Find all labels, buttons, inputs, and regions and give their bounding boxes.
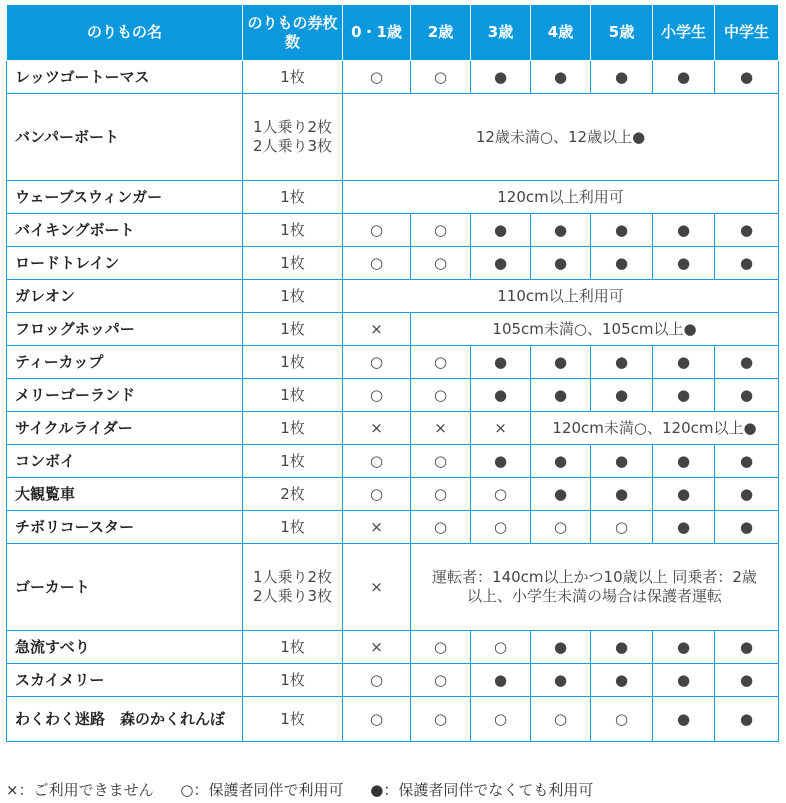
age-availability-mark: ○ <box>343 697 411 742</box>
table-row <box>7 214 779 247</box>
table-row <box>7 313 779 346</box>
ticket-count: 1枚 <box>243 511 343 544</box>
table-row <box>7 478 779 511</box>
table-row <box>7 379 779 412</box>
age-availability-mark: ● <box>531 379 591 412</box>
age-availability-mark: ● <box>715 61 779 94</box>
table-row <box>7 544 779 631</box>
ticket-count: 1枚 <box>243 379 343 412</box>
table-row <box>7 181 779 214</box>
age-availability-mark: ○ <box>411 631 471 664</box>
age-availability-mark: ● <box>531 478 591 511</box>
ride-name: バイキングボート <box>7 214 243 247</box>
ride-name: 大観覧車 <box>7 478 243 511</box>
ticket-count: 1枚 <box>243 445 343 478</box>
ride-name: サイクルライダー <box>7 412 243 445</box>
age-availability-mark: ● <box>591 445 653 478</box>
ticket-count: 1枚 <box>243 247 343 280</box>
age-availability-mark: ○ <box>343 445 411 478</box>
age-availability-mark: ○ <box>343 247 411 280</box>
availability-note: 12歳未満○、12歳以上● <box>343 94 779 181</box>
age-availability-mark: ○ <box>471 697 531 742</box>
age-availability-mark: ● <box>715 511 779 544</box>
table-row <box>7 94 779 181</box>
age-availability-mark: ● <box>715 214 779 247</box>
age-availability-mark: ● <box>531 214 591 247</box>
age-availability-mark: ○ <box>411 379 471 412</box>
table-row <box>7 511 779 544</box>
age-availability-mark: ○ <box>343 379 411 412</box>
age-availability-mark: ● <box>471 664 531 697</box>
age-availability-mark: ● <box>471 247 531 280</box>
age-availability-mark: ● <box>531 631 591 664</box>
legend <box>6 779 615 800</box>
ticket-count: 1枚 <box>243 631 343 664</box>
age-availability-mark: ● <box>471 214 531 247</box>
age-availability-mark: ○ <box>591 697 653 742</box>
ticket-count: 1人乗り2枚 2人乗り3枚 <box>243 544 343 631</box>
age-availability-mark: ○ <box>411 664 471 697</box>
age-availability-mark: ● <box>715 697 779 742</box>
ride-name: チボリコースター <box>7 511 243 544</box>
availability-note: 105cm未満○、105cm以上● <box>411 313 779 346</box>
ride-name: スカイメリー <box>7 664 243 697</box>
age-availability-mark: ● <box>653 61 715 94</box>
header-age-0-1: 0・1歳 <box>343 5 411 61</box>
table-row <box>7 445 779 478</box>
age-availability-mark: ● <box>653 214 715 247</box>
age-availability-mark: ● <box>591 478 653 511</box>
ticket-count: 1枚 <box>243 697 343 742</box>
age-availability-mark: ○ <box>343 664 411 697</box>
age-availability-mark: ● <box>653 247 715 280</box>
age-availability-mark: ● <box>653 631 715 664</box>
availability-note: 120cm以上利用可 <box>343 181 779 214</box>
table-row <box>7 61 779 94</box>
age-availability-mark: ○ <box>343 478 411 511</box>
ride-name: バンパーボート <box>7 94 243 181</box>
age-availability-mark: ○ <box>411 214 471 247</box>
ride-name: わくわく迷路 森のかくれんぼ <box>7 697 243 742</box>
age-availability-mark: ● <box>591 247 653 280</box>
legend-with-guardian: ○：保護者同伴で利用可 <box>180 781 344 799</box>
age-availability-mark: ○ <box>471 631 531 664</box>
ride-name: レッツゴートーマス <box>7 61 243 94</box>
age-availability-mark: ○ <box>343 61 411 94</box>
age-availability-mark: ● <box>591 61 653 94</box>
age-availability-mark: ● <box>653 478 715 511</box>
age-availability-mark: ○ <box>411 346 471 379</box>
age-availability-mark: ● <box>471 445 531 478</box>
age-availability-mark: ○ <box>343 346 411 379</box>
ride-name: メリーゴーランド <box>7 379 243 412</box>
age-availability-mark: ● <box>471 379 531 412</box>
age-availability-mark: × <box>343 412 411 445</box>
ticket-count: 1枚 <box>243 664 343 697</box>
table-row <box>7 280 779 313</box>
ticket-count: 1枚 <box>243 346 343 379</box>
table-row <box>7 346 779 379</box>
age-availability-mark: ○ <box>411 61 471 94</box>
ticket-count: 1枚 <box>243 313 343 346</box>
header-age-4: 4歳 <box>531 5 591 61</box>
ticket-count: 1人乗り2枚 2人乗り3枚 <box>243 94 343 181</box>
age-availability-mark: ○ <box>591 511 653 544</box>
age-availability-mark: ○ <box>531 511 591 544</box>
ticket-count: 1枚 <box>243 61 343 94</box>
table-row <box>7 664 779 697</box>
header-ticket-count: のりもの券枚数 <box>243 5 343 61</box>
age-availability-mark: ○ <box>411 697 471 742</box>
age-availability-mark: ● <box>715 379 779 412</box>
age-availability-mark: ● <box>471 61 531 94</box>
age-availability-mark: ● <box>715 478 779 511</box>
age-availability-mark: ○ <box>411 511 471 544</box>
age-availability-mark: ○ <box>411 445 471 478</box>
ride-name: ゴーカート <box>7 544 243 631</box>
age-availability-mark: ● <box>715 247 779 280</box>
ride-name: ウェーブスウィンガー <box>7 181 243 214</box>
age-availability-mark: ● <box>653 445 715 478</box>
ride-name: ティーカップ <box>7 346 243 379</box>
header-age-2: 2歳 <box>411 5 471 61</box>
age-availability-mark: ● <box>591 346 653 379</box>
table-row <box>7 247 779 280</box>
age-availability-mark: × <box>343 631 411 664</box>
ride-rows <box>7 61 779 742</box>
header-age-3: 3歳 <box>471 5 531 61</box>
legend-without-guardian: ●：保護者同伴でなくても利用可 <box>370 781 594 799</box>
availability-note: 運転者：140cm以上かつ10歳以上 同乗者：2歳以上、小学生未満の場合は保護者運転 <box>411 544 779 631</box>
age-availability-mark: ● <box>591 664 653 697</box>
ride-name: ガレオン <box>7 280 243 313</box>
age-availability-mark: × <box>343 313 411 346</box>
header-junior-high: 中学生 <box>715 5 779 61</box>
age-availability-mark: ● <box>715 445 779 478</box>
table-row <box>7 412 779 445</box>
age-availability-mark: ○ <box>411 478 471 511</box>
legend-not-available: ×：ご利用できません <box>6 781 154 799</box>
age-availability-mark: ○ <box>531 697 591 742</box>
age-availability-mark: ● <box>531 664 591 697</box>
age-availability-mark: ● <box>715 631 779 664</box>
age-availability-mark: ● <box>653 697 715 742</box>
age-availability-mark: ● <box>591 379 653 412</box>
age-availability-mark: ● <box>471 346 531 379</box>
age-availability-mark: ● <box>531 247 591 280</box>
age-availability-mark: ● <box>715 346 779 379</box>
age-availability-mark: ● <box>591 214 653 247</box>
ticket-count: 1枚 <box>243 412 343 445</box>
age-availability-mark: ● <box>715 664 779 697</box>
ride-name: 急流すべり <box>7 631 243 664</box>
header-age-5: 5歳 <box>591 5 653 61</box>
age-availability-mark: ○ <box>471 511 531 544</box>
age-availability-mark: ● <box>653 511 715 544</box>
ticket-count: 1枚 <box>243 214 343 247</box>
age-availability-mark: ● <box>531 61 591 94</box>
age-availability-mark: ○ <box>411 247 471 280</box>
age-availability-mark: × <box>343 544 411 631</box>
age-availability-mark: ● <box>653 379 715 412</box>
ticket-count: 2枚 <box>243 478 343 511</box>
ride-age-table <box>6 4 779 742</box>
table-row <box>7 697 779 742</box>
age-availability-mark: ● <box>653 346 715 379</box>
header-elementary: 小学生 <box>653 5 715 61</box>
age-availability-mark: ● <box>653 664 715 697</box>
age-availability-mark: ○ <box>343 214 411 247</box>
availability-note: 110cm以上利用可 <box>343 280 779 313</box>
ride-name: ロードトレイン <box>7 247 243 280</box>
ride-name: フロッグホッパー <box>7 313 243 346</box>
ticket-count: 1枚 <box>243 181 343 214</box>
age-availability-mark: × <box>471 412 531 445</box>
availability-note: 120cm未満○、120cm以上● <box>531 412 779 445</box>
header-ride-name: のりもの名 <box>7 5 243 61</box>
table-row <box>7 631 779 664</box>
table-header-row <box>7 5 779 61</box>
age-availability-mark: ● <box>531 346 591 379</box>
age-availability-mark: ● <box>531 445 591 478</box>
age-availability-mark: × <box>343 511 411 544</box>
age-availability-mark: ● <box>591 631 653 664</box>
ticket-count: 1枚 <box>243 280 343 313</box>
ride-name: コンボイ <box>7 445 243 478</box>
age-availability-mark: × <box>411 412 471 445</box>
age-availability-mark: ○ <box>471 478 531 511</box>
